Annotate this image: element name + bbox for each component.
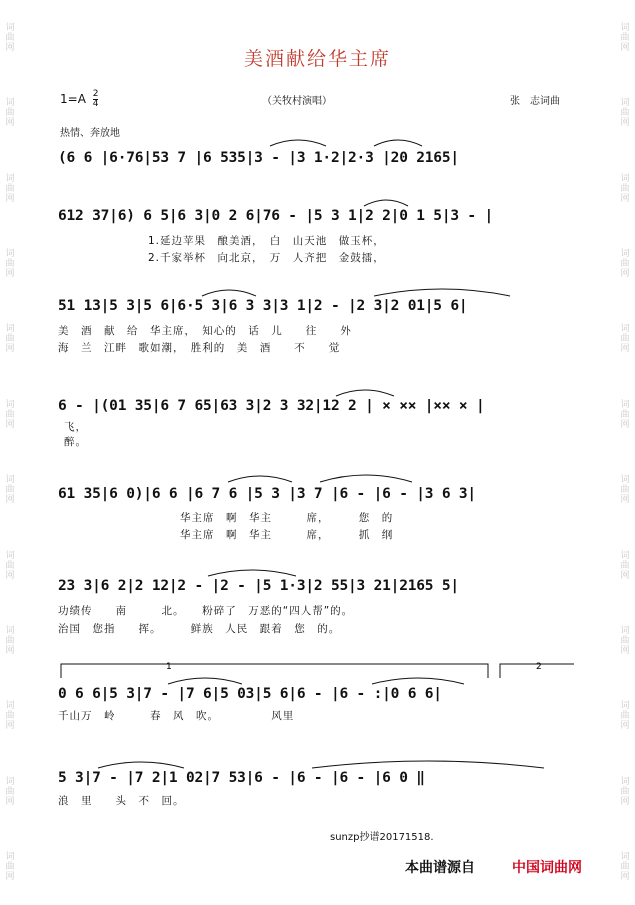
notation-line: 23 3|6 2|2 12|2 - |2 - |5 1·3|2 55|3 21|2165 5| (58, 578, 459, 594)
notation-line: 51 13|5 3|5 6|6·5 3|6 3 3|3 1|2 - |2 3|2 01|5 6| (58, 298, 468, 314)
volta-second-ending: 2 (536, 662, 542, 672)
time-signature-top: 2 (92, 89, 99, 99)
singer-credit: （关牧村演唱） (262, 96, 332, 107)
watermark-text: 词曲网 (5, 550, 15, 581)
watermark-text: 词曲网 (5, 324, 15, 355)
notation-line: 612 37|6) 6 5|6 3|0 2 6|76 - |5 3 1|2 2|0 1 5|3 - | (58, 208, 494, 224)
volta-first-ending: 1 (166, 662, 172, 672)
slur-mark (372, 282, 512, 298)
lyric-line-verse-1: 浪 里 头 不 回。 (58, 795, 185, 807)
slur-mark (200, 284, 258, 298)
watermark-text: 词曲网 (620, 550, 630, 581)
watermark-text: 词曲网 (5, 22, 15, 53)
lyric-line-verse-2: 醉。 (64, 436, 87, 448)
lyric-line-verse-2: 海 兰 江畔 歌如潮， 胜利的 美 酒 不 觉 (58, 342, 341, 354)
watermark-text: 词曲网 (620, 399, 630, 430)
author-credit: 张 志词曲 (510, 96, 560, 107)
slur-mark (372, 134, 424, 148)
notation-line: 5 3|7 - |7 2|1 02|7 53|6 - |6 - |6 - |6 0 ‖ (58, 770, 425, 786)
watermark-text: 词曲网 (620, 248, 630, 279)
slur-mark (206, 564, 298, 578)
left-watermark (2, 0, 18, 905)
time-signature-bottom: 4 (92, 99, 99, 109)
notation-line: 6 - |(01 35|6 7 65|63 3|2 3 32|12 2 | × ×× |×× × | (58, 398, 485, 414)
slur-mark (96, 756, 186, 770)
notation-line: 61 35|6 0)|6 6 |6 7 6 |5 3 |3 7 |6 - |6 - |3 6 3| (58, 486, 476, 502)
watermark-text: 词曲网 (620, 475, 630, 506)
slur-mark (268, 134, 328, 148)
right-watermark (617, 0, 633, 905)
watermark-text: 词曲网 (620, 776, 630, 807)
time-signature (93, 90, 99, 109)
watermark-text: 词曲网 (620, 324, 630, 355)
notation-line: 0 6 6|5 3|7 - |7 6|5 03|5 6|6 - |6 - :|0 6 6| (58, 686, 442, 702)
watermark-text: 词曲网 (620, 625, 630, 656)
key-signature (60, 90, 98, 109)
source-site-link[interactable]: 中国词曲网 (512, 860, 582, 876)
slur-mark (310, 754, 546, 770)
slur-mark (166, 672, 244, 686)
key-label: 1=A (60, 92, 86, 106)
watermark-text: 词曲网 (620, 98, 630, 129)
transcriber-note: sunzp抄谱20171518. (330, 832, 434, 843)
watermark-text: 词曲网 (5, 852, 15, 883)
song-title: 美酒献给华主席 (243, 48, 391, 70)
watermark-text: 词曲网 (5, 776, 15, 807)
slur-mark (318, 468, 414, 484)
lyric-line-verse-1: 1.延边苹果 酿美酒， 白 山天池 做玉杯， (148, 235, 385, 247)
slur-mark (362, 194, 410, 208)
watermark-text: 词曲网 (620, 22, 630, 53)
watermark-text: 词曲网 (5, 625, 15, 656)
watermark-text: 词曲网 (5, 98, 15, 129)
lyric-line-verse-1: 美 酒 献 给 华主席， 知心的 话 儿 往 外 (58, 325, 352, 337)
lyric-line-verse-1: 功绩传 南 北。 粉碎了 万恶的“四人帮”的。 (58, 605, 354, 617)
tempo-marking: 热情、奔放地 (60, 128, 120, 139)
lyric-line-verse-2: 华主席 啊 华主 席， 抓 纲 (180, 529, 394, 541)
watermark-text: 词曲网 (5, 173, 15, 204)
watermark-text: 词曲网 (5, 475, 15, 506)
lyric-line-verse-1: 华主席 啊 华主 席， 您 的 (180, 512, 394, 524)
watermark-text: 词曲网 (620, 173, 630, 204)
watermark-text: 词曲网 (5, 399, 15, 430)
slur-mark (370, 672, 466, 686)
watermark-text: 词曲网 (620, 852, 630, 883)
lyric-line-verse-2: 治国 您指 挥。 鲜族 人民 跟着 您 的。 (58, 623, 341, 635)
slur-mark (226, 470, 294, 484)
source-label: 本曲谱源自 (405, 860, 475, 876)
lyric-line-verse-2: 2.千家举杯 向北京， 万 人齐把 金鼓擂， (148, 252, 385, 264)
lyric-line-verse-1: 飞， (64, 421, 87, 433)
watermark-text: 词曲网 (5, 701, 15, 732)
notation-line: (6 6 |6·76|53 7 |6 535|3 - |3 1·2|2·3 |20 2165| (58, 150, 459, 166)
slur-mark (334, 384, 396, 398)
volta-brackets (60, 658, 575, 680)
watermark-text: 词曲网 (620, 701, 630, 732)
lyric-line-verse-1: 千山万 岭 春 风 吹。 风里 (58, 710, 295, 722)
watermark-text: 词曲网 (5, 248, 15, 279)
